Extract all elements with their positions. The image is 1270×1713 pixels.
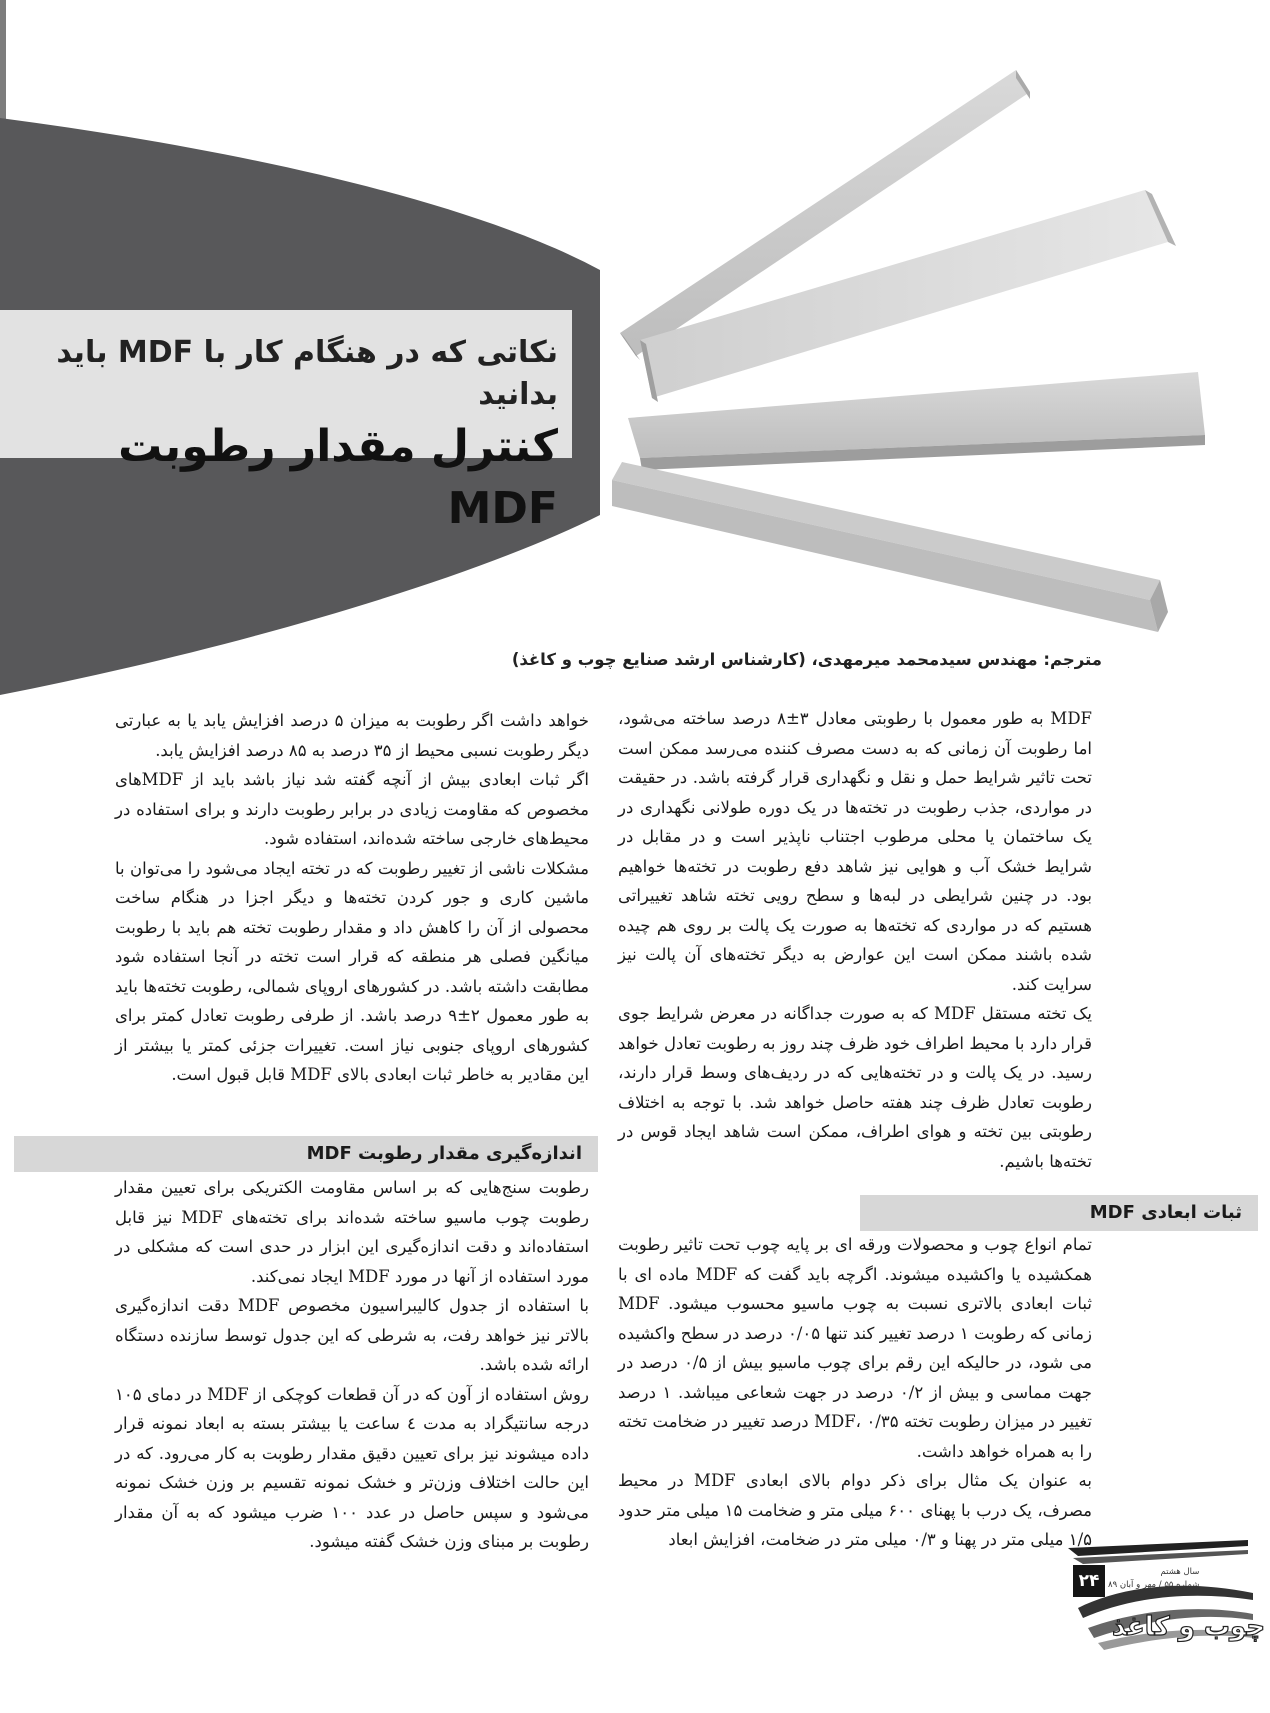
- right-column-intro: [618, 704, 1092, 1176]
- paragraph: یک تخته مستقل MDF که به صورت جداگانه در معرض شرایط جوی قرار دارد با محیط اطراف خود ظرف چند روز به رطوبت تعادل خواهد رسید. در یک پالت و در تخته‌هایی که در ردیف‌های وسط قرار دارند، رطوبت تعادل ظرف چند هفته حاصل خواهد شد. با توجه به اختلاف رطوبتی بین تخته و هوای اطراف، ممکن است شاهد ایجاد قوس در تخته‌ها باشیم.: [618, 1004, 1092, 1171]
- issue-info: [1108, 1566, 1199, 1592]
- paragraph: تمام انواع چوب و محصولات ورقه ای بر پایه چوب تحت تاثیر رطوبت همکشیده یا واکشیده میشوند. اگرچه باید گفت که MDF ماده ای با ثبات ابعادی بالاتری نسبت به چوب ماسیو محسوب میشود. MDF زمانی که رطوبت ۱ درصد تغییر کند تنها ۰/۰۵ درصد در سطح واکشیده می شود، در حالیکه این رقم برای چوب ماسیو بیش از ۰/۵ درصد در جهت مماسی و بیش از ۰/۲ درصد در جهت شعاعی میباشد. ۱ درصد تغییر در میزان رطوبت تخته MDF، ۰/۳۵ درصد تغییر در ضخامت تخته را به همراه خواهد داشت.: [618, 1235, 1093, 1461]
- title-box: [0, 310, 572, 534]
- mdf-board-3: [628, 372, 1205, 470]
- paragraph: خواهد داشت اگر رطوبت به میزان ۵ درصد افزایش یابد یا به عبارتی دیگر رطوبت نسبی محیط از ۳۵ درصد به ۸۵ درصد افزایش یابد.: [115, 711, 589, 760]
- magazine-name: چوب و کاغذ: [1112, 1612, 1266, 1642]
- article-title: کنترل مقدار رطوبت MDF: [118, 421, 558, 534]
- paragraph: روش استفاده از آون که در آن قطعات کوچکی از MDF در دمای ۱۰۵ درجه سانتیگراد به مدت ٤ ساعت یا بیشتر بسته به ابعاد نمونه قرار داده میشوند نیز برای تعیین دقیق مقدار رطوبت به کار می‌رود. که در این حالت اختلاف وزن‌تر و خشک نمونه تقسیم بر وزن خشک نمونه می‌شود و سپس حاصل در عدد ۱۰۰ ضرب میشود که به آن مقدار رطوبت بر مبنای وزن خشک گفته میشود.: [115, 1384, 590, 1551]
- left-column-continuation: [115, 706, 589, 1090]
- right-column-stability: [618, 1230, 1092, 1555]
- paragraph: مشکلات ناشی از تغییر رطوبت که در تخته ایجاد می‌شود را می‌توان با ماشین کاری و جور کردن تخته‌ها و دیگر اجزا در هنگام ساخت محصولی از آن را کاهش داد و مقدار رطوبت تخته هم باید با رطوبت میانگین فصلی هر منطقه که قرار است تخته در آنجا استفاده شود مطابقت داشته باشد. در کشورهای اروپای شمالی، رطوبت تخته‌ها باید به طور معمول ۲±۹ درصد باشد. از طرفی رطوبت تعادل کمتر برای کشورهای اروپای جنوبی نیاز است. تغییرات جزئی کمتر یا بیشتر از این مقادیر به خاطر ثبات ابعادی بالای MDF قابل قبول است.: [115, 858, 589, 1084]
- section-heading-measurement: اندازه‌گیری مقدار رطوبت MDF: [14, 1136, 598, 1172]
- article-subtitle: نکاتی که در هنگام کار با MDF باید بدانید: [56, 335, 558, 412]
- mdf-board-4: [612, 462, 1168, 632]
- translator-credit: مترجم: مهندس سیدمحمد میرمهدی، (کارشناس ارشد صنایع چوب و کاغذ): [511, 650, 1102, 669]
- paragraph: با استفاده از جدول کالیبراسیون مخصوص MDF دقت اندازه‌گیری بالاتر نیز خواهد رفت، به شرطی که این جدول توسط سازنده دستگاه ارائه شده باشد.: [115, 1296, 589, 1374]
- paragraph: MDF به طور معمول با رطوبتی معادل ۳±۸ درصد ساخته می‌شود، اما رطوبت آن زمانی که به دست مصرف کننده می‌رسد ممکن است تحت تاثیر شرایط حمل و نقل و نگهداری قرار گرفته باشد. در حقیقت در مواردی، جذب رطوبت در تخته‌ها در یک دوره طولانی نگهداری در یک ساختمان یا محلی مرطوب اجتناب ناپذیر است و در مقابل در شرایط خشک آب و هوایی نیز شاهد دفع رطوبت در تخته‌ها خواهیم بود. در چنین شرایطی در لبه‌ها و سطح رویی تخته شاهد تغییراتی هستیم که در مواردی که تخته‌ها به صورت یک پالت بر روی هم چیده شده باشند ممکن است این عوارض به دیگر تخته‌های آن پالت نیز سرایت کند.: [618, 709, 1092, 994]
- paragraph: رطوبت سنج‌هایی که بر اساس مقاومت الکتریکی برای تعیین مقدار رطوبت چوب ماسیو ساخته شده‌اند برای تخته‌های MDF نیز قابل استفاده‌اند و دقت اندازه‌گیری این ابزار در حدی است که مشکلی در مورد استفاده از آنها در مورد MDF ایجاد نمی‌کند.: [115, 1178, 589, 1286]
- paragraph: اگر ثبات ابعادی بیش از آنچه گفته شد نیاز باشد باید از MDFهای مخصوص که مقاومت زیادی در برابر رطوبت دارند و برای استفاده در محیط‌های خارجی ساخته شده‌اند، استفاده شود.: [115, 770, 589, 848]
- section-heading-stability: ثبات ابعادی MDF: [860, 1195, 1258, 1231]
- issue-label: شماره ۵۵ / مهر و آبان ۸۹: [1108, 1580, 1200, 1590]
- year-label: سال هشتم: [1160, 1567, 1200, 1577]
- paragraph: به عنوان یک مثال برای ذکر دوام بالای ابعادی MDF در محیط مصرف، یک درب با پهنای ۶۰۰ میلی متر و ضخامت ۱۵ میلی متر حدود ۱/۵ میلی متر در پهنا و ۰/۳ میلی متر در ضخامت، افزایش ابعاد: [618, 1471, 1092, 1549]
- left-column-measurement: [115, 1173, 589, 1557]
- page-number: ۲۴: [1073, 1565, 1105, 1597]
